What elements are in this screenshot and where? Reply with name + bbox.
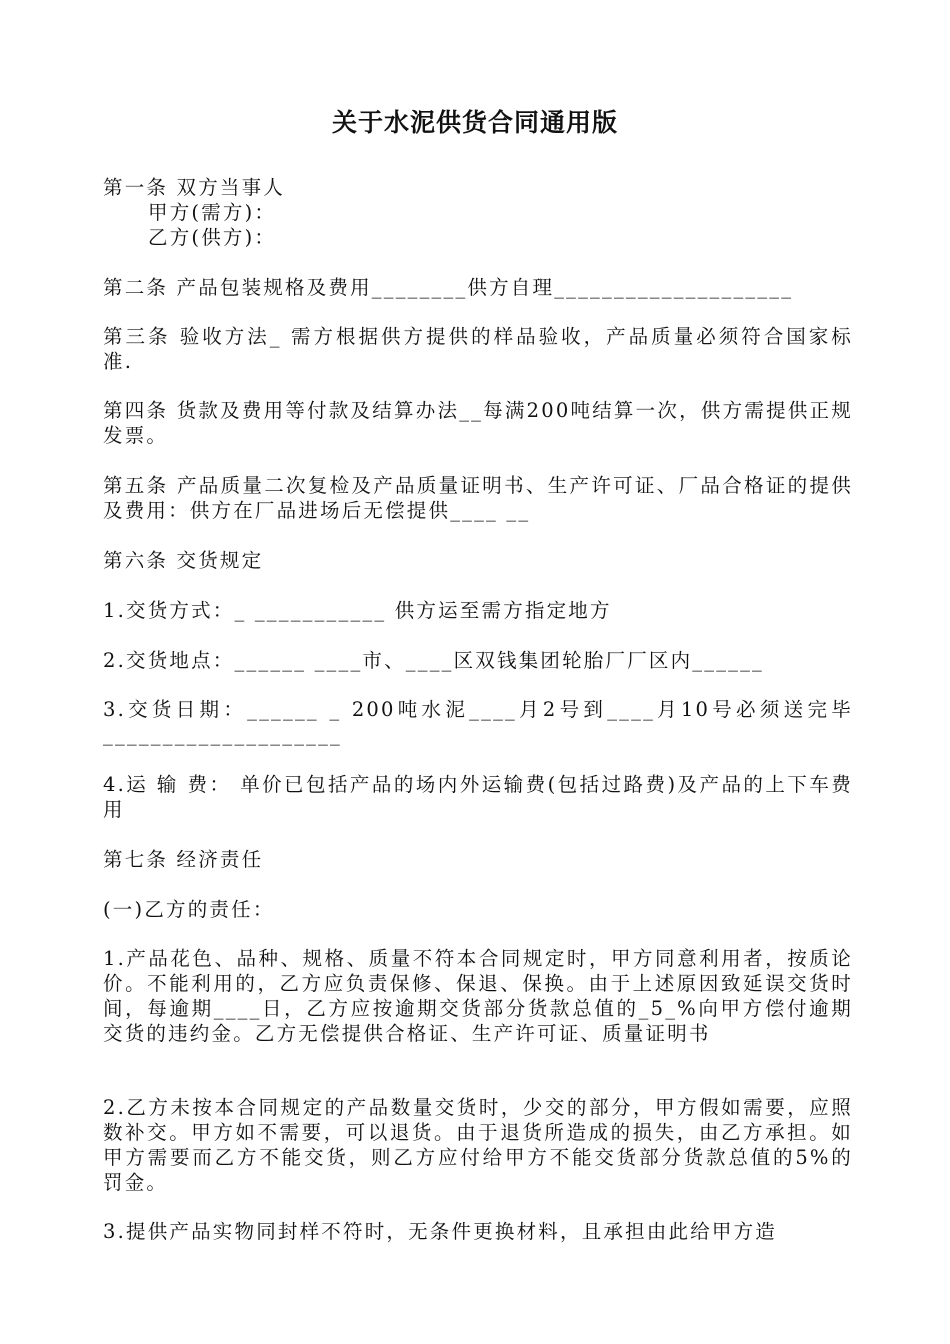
delivery-location: 2.交货地点：______ ____市、____区双钱集团轮胎厂厂区内______ xyxy=(103,649,765,672)
responsibility-item-3: 3.提供产品实物同封样不符时，无条件更换材料，且承担由此给甲方造 xyxy=(103,1220,778,1243)
article-5: 第五条 产品质量二次复检及产品质量证明书、生产许可证、厂品合格证的提供及费用：供方在厂品进场后无偿提供____ __ xyxy=(103,474,853,522)
responsibility-item-1: 1.产品花色、品种、规格、质量不符本合同规定时，甲方同意利用者，按质论价。不能利用的，乙方应负责保修、保退、保换。由于上述原因致延误交货时间，每逾期____日，乙方应按逾期交货部分货款总值的_5_%向甲方偿付逾期交货的违约金。乙方无偿提供合格证、生产许可证、质量证明书 xyxy=(103,947,853,1045)
party-b-line: 乙方(供方)： xyxy=(148,226,277,249)
party-b-responsibility-heading: (一)乙方的责任： xyxy=(103,898,275,921)
delivery-method: 1.交货方式：_ ___________ 供方运至需方指定地方 xyxy=(103,599,612,622)
party-a-line: 甲方(需方)： xyxy=(148,201,277,224)
article-4: 第四条 货款及费用等付款及结算办法__每满200吨结算一次，供方需提供正规发票。 xyxy=(103,399,853,447)
delivery-date: 3.交货日期：______ _ 200吨水泥____月2号到____月10号必须送完毕____________________ xyxy=(103,698,853,746)
article-3: 第三条 验收方法_ 需方根据供方提供的样品验收，产品质量必须符合国家标准. xyxy=(103,325,853,373)
document-title: 关于水泥供货合同通用版 xyxy=(331,108,618,137)
article-7-heading: 第七条 经济责任 xyxy=(103,848,264,871)
article-2: 第二条 产品包装规格及费用________供方自理____________________ xyxy=(103,276,794,299)
article-6-heading: 第六条 交货规定 xyxy=(103,549,264,572)
responsibility-item-2: 2.乙方未按本合同规定的产品数量交货时，少交的部分，甲方假如需要，应照数补交。甲方如不需要，可以退货。由于退货所造成的损失，由乙方承担。如甲方需要而乙方不能交货，则乙方应付给甲方不能交货部分货款总值的5%的罚金。 xyxy=(103,1096,853,1194)
transport-fee: 4.运 输 费： 单价已包括产品的场内外运输费(包括过路费)及产品的上下车费用 xyxy=(103,773,853,821)
article-1-heading: 第一条 双方当事人 xyxy=(103,176,285,199)
